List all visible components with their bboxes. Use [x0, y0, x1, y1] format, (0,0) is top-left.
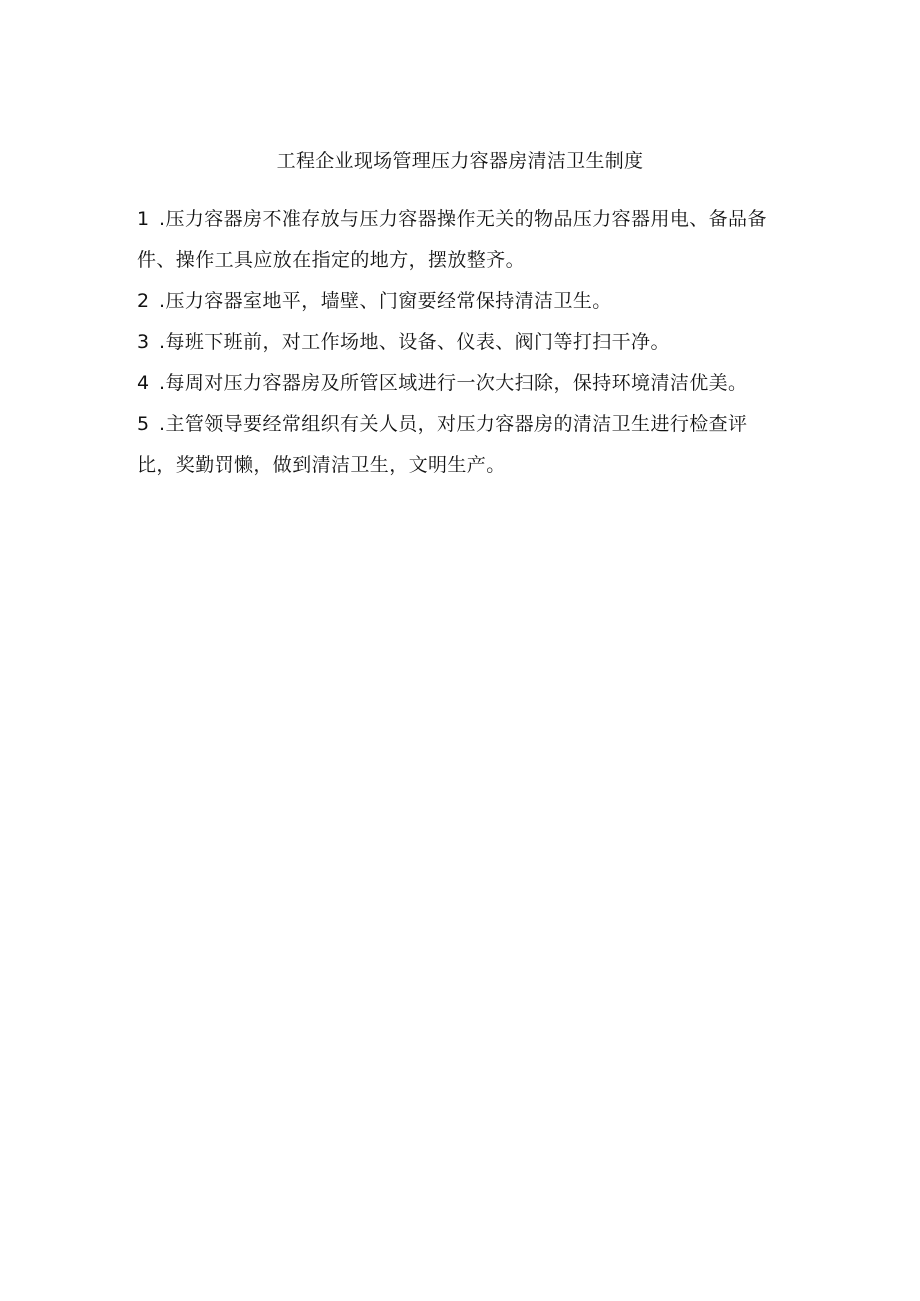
- item-text: .压力容器室地平，墙壁、门窗要经常保持清洁卫生。: [159, 290, 612, 312]
- item-text: .每周对压力容器房及所管区域进行一次大扫除，保持环境清洁优美。: [159, 372, 748, 394]
- item-text: .每班下班前，对工作场地、设备、仪表、阀门等打扫干净。: [159, 331, 670, 353]
- regulation-list: [137, 199, 777, 486]
- list-item: [137, 281, 777, 322]
- item-text: .压力容器房不准存放与压力容器操作无关的物品压力容器用电、备品备件、操作工具应放在指定的地方，摆放整齐。: [137, 208, 767, 271]
- document-title: 工程企业现场管理压力容器房清洁卫生制度: [276, 150, 644, 172]
- item-number: 3: [137, 331, 150, 353]
- item-number: 2: [137, 290, 150, 312]
- list-item: [137, 363, 777, 404]
- list-item: [137, 199, 777, 281]
- item-number: 1: [137, 208, 150, 230]
- list-item: [137, 404, 777, 486]
- item-number: 4: [137, 372, 150, 394]
- item-text: .主管领导要经常组织有关人员，对压力容器房的清洁卫生进行检查评比，奖勤罚懒，做到清洁卫生，文明生产。: [137, 413, 748, 476]
- item-number: 5: [137, 413, 150, 435]
- list-item: [137, 322, 777, 363]
